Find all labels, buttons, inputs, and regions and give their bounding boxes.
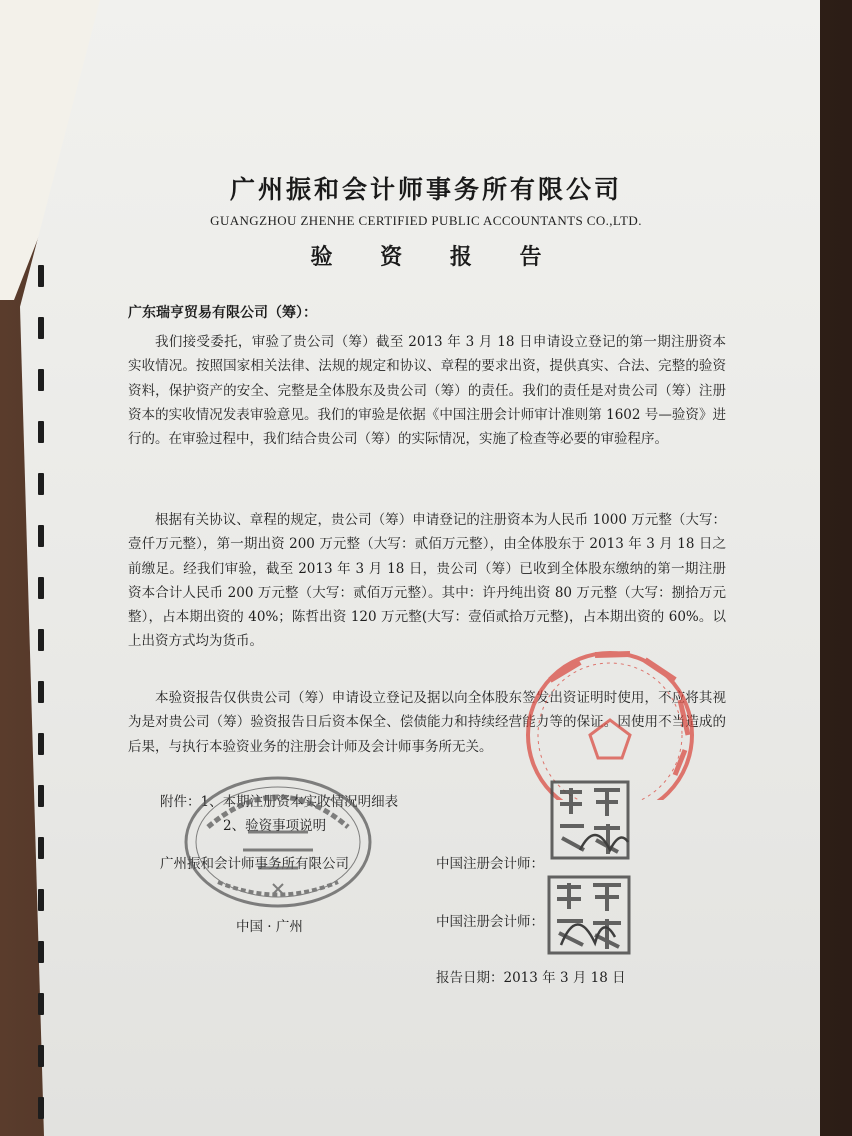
cpa-signature-label: 中国注册会计师：: [436, 914, 544, 930]
attachment-item: 1、本期注册资本实收情况明细表: [200, 794, 399, 810]
paragraph-usage-limitation: 本验资报告仅供贵公司（筹）申请设立登记及据以向全体股东签发出资证明时使用，不应将其视为是对贵公司（筹）验资报告日后资本保全、偿债能力和持续经营能力等的保证。因使用不当造成的后果，与执行本验资业务的注册会计师及会计师事务所无关。: [128, 690, 726, 755]
punch-hole: [38, 421, 44, 443]
report-title: 验 资 报 告: [310, 245, 562, 270]
punch-hole: [38, 941, 44, 963]
company-name-cn: 广州振和会计师事务所有限公司: [229, 175, 622, 204]
punch-hole: [38, 629, 44, 651]
addressee: 广东瑞亨贸易有限公司（筹）：: [128, 305, 317, 321]
punch-hole: [38, 577, 44, 599]
paragraph-engagement: 我们接受委托，审验了贵公司（筹）截至 2013 年 3 月 18 日申请设立登记的第一期注册资本实收情况。按照国家相关法律、法规的规定和协议、章程的要求出资，提供真实、合法、完整的验资资料，保护资产的安全、完整是全体股东及贵公司（筹）的责任。我们的责任是对贵公司（筹）注册资本的实收情况发表审验意见。我们的审验是依据《中国注册会计师审计准则第 1602 号—验资》进行的。在审验过程中，我们结合贵公司（筹）的实际情况，实施了检查等必要的审验程序。: [128, 334, 726, 448]
attachment-item: 2、验资事项说明: [223, 818, 327, 834]
punch-hole: [38, 1045, 44, 1067]
location: 中国 · 广州: [236, 919, 303, 935]
firm-signature: 广州振和会计师事务所有限公司: [160, 856, 349, 872]
punch-hole: [38, 733, 44, 755]
attachments-label: 附件：: [160, 794, 201, 810]
punch-hole: [38, 317, 44, 339]
punch-hole: [38, 889, 44, 911]
cpa-signature-label: 中国注册会计师：: [436, 856, 544, 872]
punch-hole: [38, 525, 44, 547]
report-date: 报告日期：2013 年 3 月 18 日: [436, 970, 626, 986]
attachments: [160, 790, 398, 838]
punch-hole: [38, 681, 44, 703]
punch-hole: [38, 1097, 44, 1119]
punch-hole: [38, 473, 44, 495]
paragraph-capital-details: 根据有关协议、章程的规定，贵公司（筹）申请登记的注册资本为人民币 1000 万元整（大写：壹仟万元整），第一期出资 200 万元整（大写：贰佰万元整），由全体股东于 2013 年 3 月 18 日之前缴足。经我们审验，截至 2013 年 3 月 18 日，贵公司（筹）已收到全体股东缴纳的第一期注册资本合计人民币 200 万元整（大写：贰佰万元整）。其中：许丹纯出资 80 万元整（大写：捌拾万元整），占本期出资的 40%；陈哲出资 120 万元整(大写：壹佰贰拾万元整)，占本期出资的 60%。以上出资方式均为货币。: [128, 512, 726, 650]
punch-hole: [38, 369, 44, 391]
punch-hole: [38, 837, 44, 859]
company-name-en: GUANGZHOU ZHENHE CERTIFIED PUBLIC ACCOUNTANTS CO.,LTD.: [210, 213, 642, 228]
punch-hole: [38, 785, 44, 807]
punch-hole: [38, 993, 44, 1015]
